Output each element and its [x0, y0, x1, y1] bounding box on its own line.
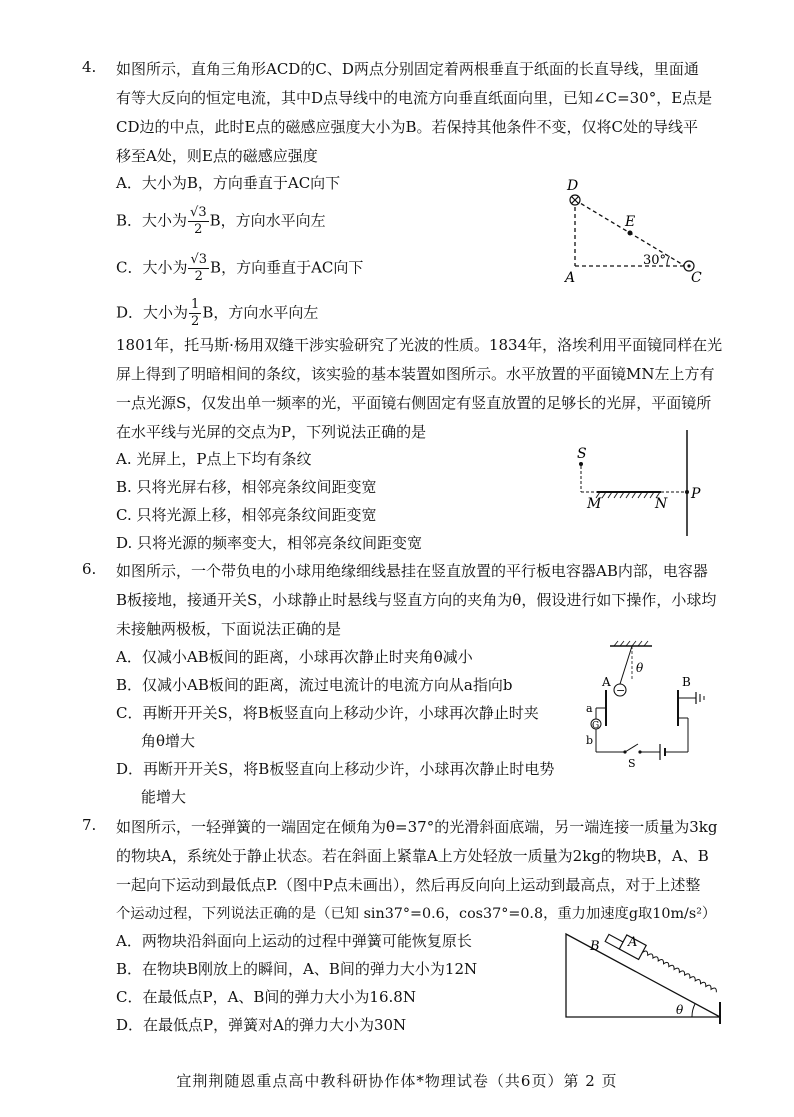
page-footer: 宜荆荆随恩重点高中教科研协作体*物理试卷（共6页）第 2 页: [176, 1072, 618, 1090]
q5-label-p: P: [691, 486, 701, 502]
q6-option-c-line-2: 角θ增大: [141, 732, 196, 750]
q7-stem-line-3: 一起向下运动到最低点P.（图中P点未画出），然后再反向向上运动到最高点，对于上述整: [116, 876, 701, 894]
q4-point-e: [628, 231, 633, 236]
q6-label-b-plate: B: [682, 675, 691, 689]
q7-option-a: A．两物块沿斜面向上运动的过程中弹簧可能恢复原长: [116, 932, 472, 950]
q4-label-e: E: [625, 214, 636, 230]
q7-stem-line-4: 个运动过程，下列说法正确的是（已知 sin37°=0.6，cos37°=0.8，重力加速度g取10m/s²）: [116, 906, 717, 922]
q4-option-b-prefix: B．大小为: [116, 211, 188, 230]
q7-incline-figure: [560, 922, 730, 1034]
q4-option-c-numerator: √3: [190, 252, 208, 267]
q5-option-b: B. 只将光屏右移，相邻亮条纹间距变宽: [116, 478, 377, 496]
q4-option-b: [116, 205, 326, 238]
q7-stem-line-1: 如图所示，一轻弹簧的一端固定在倾角为θ=37°的光滑斜面底端，另一端连接一质量为3kg: [116, 818, 718, 836]
q4-option-a: A．大小为B，方向垂直于AC向下: [116, 174, 341, 192]
q5-stem-line-2: 屏上得到了明暗相间的条纹，该实验的基本装置如图所示。水平放置的平面镜MN左上方有: [116, 365, 715, 383]
q6-thread: [620, 646, 632, 684]
q7-label-a: A: [628, 935, 638, 950]
q4-stem-line-2: 有等大反向的恒定电流，其中D点导线中的电流方向垂直纸面向里，已知∠C=30°，E点是: [116, 89, 713, 107]
q7-stem-line-2: 的物块A，系统处于静止状态。若在斜面上紧靠A上方处轻放一质量为2kg的物块B，A、B: [116, 847, 709, 865]
q6-number: 6.: [82, 560, 97, 578]
q6-label-theta: θ: [636, 661, 644, 675]
q4-label-angle: 30°: [643, 253, 667, 268]
q4-option-c: [116, 252, 363, 285]
q6-label-s: S: [628, 757, 636, 770]
q4-option-c-suffix: B，方向垂直于AC向下: [210, 258, 364, 277]
q4-label-c: C: [691, 270, 702, 286]
q4-option-b-fraction: [188, 205, 209, 238]
q7-label-b: B: [590, 939, 600, 954]
q4-option-d-prefix: D．大小为: [116, 303, 189, 322]
q6-option-b: B．仅减小AB板间的距离，流过电流计的电流方向从a指向b: [116, 676, 513, 694]
q5-option-d: D. 只将光源的频率变大，相邻亮条纹间距变宽: [116, 534, 423, 552]
q6-stem-line-1: 如图所示，一个带负电的小球用绝缘细线悬挂在竖直放置的平行板电容器AB内部，电容器: [116, 562, 708, 580]
q4-label-a: A: [565, 270, 576, 286]
q5-label-s: S: [577, 446, 587, 462]
q5-option-a: A. 光屏上，P点上下均有条纹: [116, 450, 312, 468]
q5-stem-line-3: 一点光源S，仅发出单一频率的光，平面镜右侧固定有竖直放置的足够长的光屏，平面镜所: [116, 394, 712, 412]
q5-option-c: C. 只将光源上移，相邻亮条纹间距变宽: [116, 506, 377, 524]
q7-block-b: [605, 934, 623, 949]
q4-number: 4.: [82, 58, 97, 76]
q6-minus-sign: −: [616, 684, 626, 697]
q4-option-b-denominator: 2: [194, 222, 203, 237]
q7-label-theta: θ: [676, 1003, 684, 1017]
q7-option-b: B．在物块B刚放上的瞬间，A、B间的弹力大小为12N: [116, 960, 478, 978]
q6-switch-icon: [625, 744, 638, 752]
q4-option-c-denominator: 2: [194, 269, 203, 284]
q4-stem-line-1: 如图所示，直角三角形ACD的C、D两点分别固定着两根垂直于纸面的长直导线，里面通: [116, 60, 699, 78]
q6-label-a-plate: A: [602, 675, 611, 689]
q6-option-d-line-2: 能增大: [141, 788, 187, 806]
q7-number: 7.: [82, 816, 97, 834]
q4-option-d-fraction: [189, 297, 201, 330]
q5-label-n: N: [655, 496, 668, 512]
q6-capacitor-figure: [580, 640, 720, 770]
q6-option-d-line-1: D．再断开开关S，将B板竖直向上移动少许，小球再次静止时电势: [116, 760, 555, 778]
q4-stem-line-3: CD边的中点，此时E点的磁感应强度大小为B。若保持其他条件不变，仅将C处的导线平: [116, 118, 698, 136]
q4-option-c-prefix: C．大小为: [116, 258, 188, 277]
q5-light-source: [579, 462, 583, 466]
q7-option-c: C．在最低点P，A、B间的弹力大小为16.8N: [116, 988, 416, 1006]
q4-option-c-fraction: [188, 252, 209, 285]
q6-stem-line-2: B板接地，接通开关S，小球静止时悬线与竖直方向的夹角为θ，假设进行如下操作，小球均: [116, 591, 717, 609]
q6-option-c-line-1: C．再断开开关S，将B板竖直向上移动少许，小球再次静止时夹: [116, 704, 539, 722]
q4-angle-arc: [667, 256, 670, 266]
q4-stem-line-4: 移至A处，则E点的磁感应强度: [116, 147, 318, 165]
q4-dot-mark: [687, 264, 690, 267]
q4-option-d-numerator: 1: [191, 297, 200, 312]
q5-label-m: M: [587, 496, 602, 512]
q4-label-d: D: [567, 178, 579, 194]
q5-stem-line-4: 在水平线与光屏的交点为P，下列说法正确的是: [116, 423, 427, 441]
q4-option-d-suffix: B，方向水平向左: [202, 303, 319, 322]
q6-label-b-terminal: b: [586, 734, 594, 747]
q7-option-d: D．在最低点P，弹簧对A的弹力大小为30N: [116, 1016, 407, 1034]
q4-option-b-suffix: B，方向水平向左: [209, 211, 326, 230]
q6-label-a-terminal: a: [586, 702, 593, 715]
q4-option-d-denominator: 2: [191, 314, 200, 329]
q6-ceiling-hatching: [614, 641, 648, 646]
q5-stem-line-1: 1801年，托马斯·杨用双缝干涉实验研究了光波的性质。1834年，洛埃利用平面镜同样在光: [116, 336, 723, 354]
q4-option-b-numerator: √3: [190, 205, 207, 220]
q5-lloyd-mirror-figure: [565, 426, 715, 541]
q5-point-p: [685, 490, 689, 494]
q4-option-d: [116, 297, 318, 330]
q6-option-a: A．仅减小AB板间的距离，小球再次静止时夹角θ减小: [116, 648, 473, 666]
q6-stem-line-3: 未接触两极板，下面说法正确的是: [116, 620, 342, 638]
q4-triangle-figure: [555, 172, 715, 287]
q6-label-g: G: [592, 721, 600, 731]
